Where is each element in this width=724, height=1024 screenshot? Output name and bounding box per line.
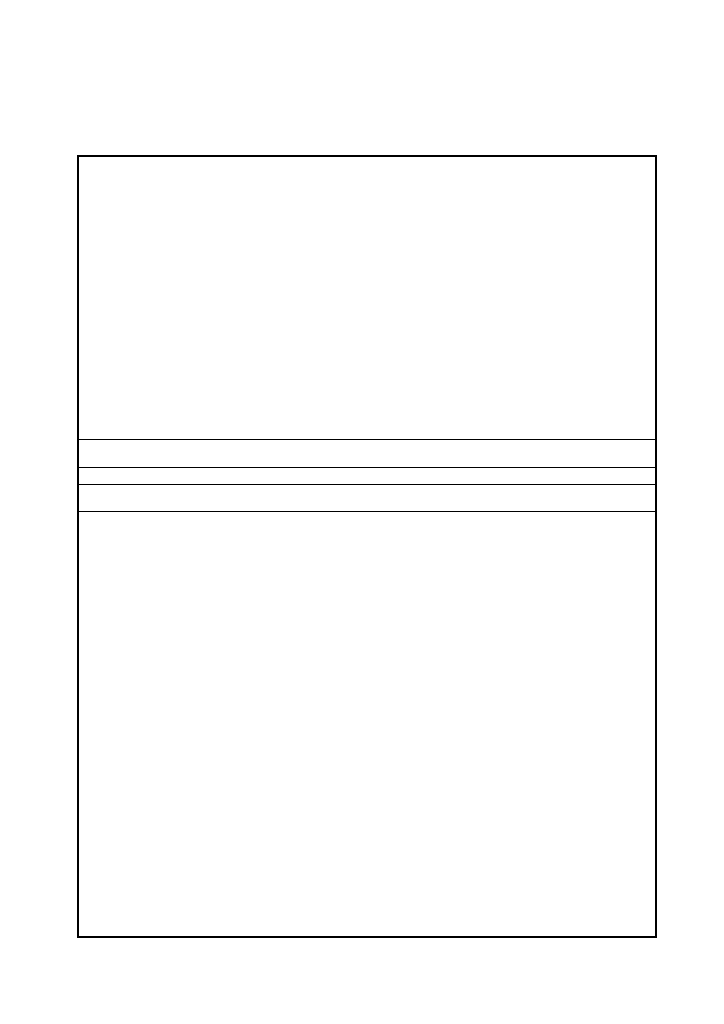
section-17-header xyxy=(77,512,657,540)
section-16-header xyxy=(77,468,657,485)
section-16-body xyxy=(77,485,657,512)
section-15-header xyxy=(77,424,657,440)
course-card-frame xyxy=(77,155,657,938)
section-15-body xyxy=(77,440,657,468)
